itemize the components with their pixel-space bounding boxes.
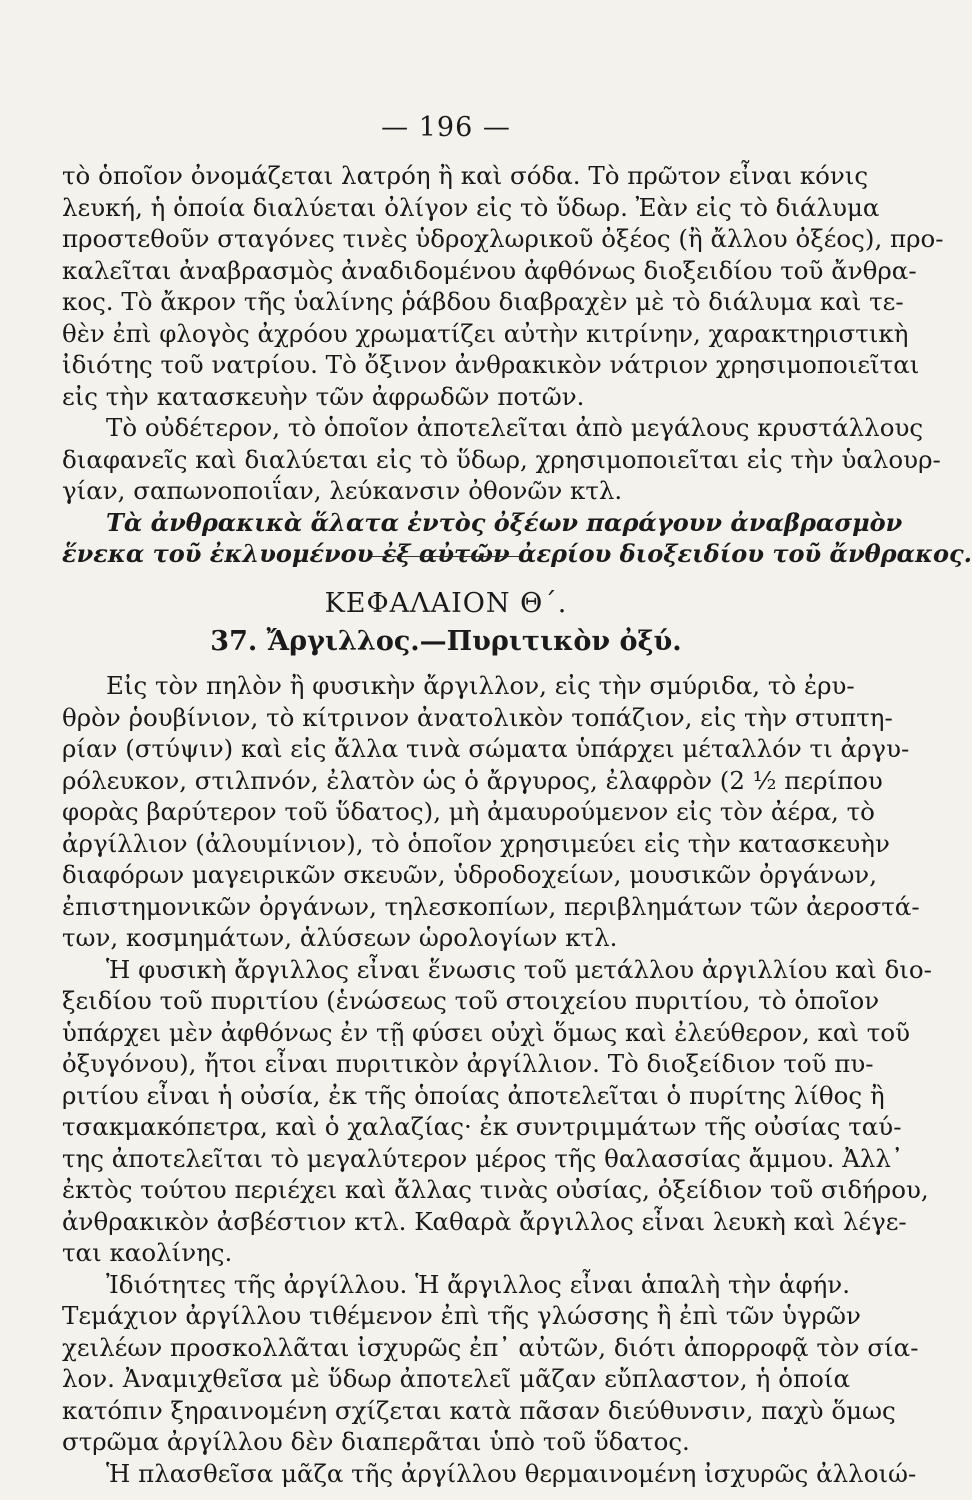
text-line: ἀνθρακικὸν ἀσβέστιον κτλ. Καθαρὰ ἄργιλλος εἶναι λευκὴ καὶ λέγε- (62, 1206, 907, 1236)
text-line: των, κοσμημάτων, ἁλύσεων ὡρολογίων κτλ. (62, 923, 618, 952)
text-line: προστεθοῦν σταγόνες τινὲς ὑδροχλωρικοῦ ὀξέος (ἢ ἄλλου ὀξέος), προ- (62, 224, 944, 253)
text-line: καλεῖται ἀναβρασμὸς ἀναδιδομένου ἀφθόνως διοξειδίου τοῦ ἄνθρα- (62, 255, 917, 285)
text-line: ριτίου εἶναι ἡ οὐσία, ἐκ τῆς ὁποίας ἀποτελεῖται ὁ πυρίτης λίθος ἢ (62, 1080, 885, 1110)
text-line: Τεμάχιον ἀργίλλου τιθέμενον ἐπὶ τῆς γλώσσης ἢ ἐπὶ τῶν ὑγρῶν (62, 1301, 861, 1330)
summary-line: Τὰ ἀνθρακικὰ ἅλατα ἐντὸς ὀξέων παράγουν ἀναβρασμὸν (106, 507, 903, 537)
text-line: ρόλευκον, στιλπνόν, ἐλατὸν ὡς ὁ ἄργυρος, ἐλαφρὸν (2 ½ περίπου (62, 765, 883, 795)
section-divider (372, 556, 520, 557)
text-line: λευκή, ἡ ὁποία διαλύεται ὀλίγον εἰς τὸ ὕδωρ. Ἐὰν εἰς τὸ διάλυμα (62, 192, 880, 222)
text-line: της ἀποτελεῖται τὸ μεγαλύτερον μέρος τῆς θαλασσίας ἄμμου. Ἀλλ᾽ (62, 1143, 904, 1173)
text-line: ἐκτὸς τούτου περιέχει καὶ ἄλλας τινὰς οὐσίας, ὀξείδιον τοῦ σιδήρου, (62, 1175, 929, 1204)
text-line: ἐπιστημονικῶν ὀργάνων, τηλεσκοπίων, περιβλημάτων τῶν ἀεροστά- (62, 891, 920, 921)
text-line: διαφόρων μαγειρικῶν σκευῶν, ὑδροδοχείων, μουσικῶν ὀργάνων, (62, 860, 877, 889)
summary-line: ἕνεκα τοῦ ἐκλυομένου ἐξ αὐτῶν ἀερίου διοξειδίου τοῦ ἄνθρακος. (62, 539, 972, 568)
text-line: Ἰδιότητες τῆς ἀργίλλου. Ἡ ἄργιλλος εἶναι ἁπαλὴ τὴν ἁφήν. (106, 1269, 850, 1299)
text-line: Εἰς τὸν πηλὸν ἢ φυσικὴν ἄργιλλον, εἰς τὴν σμύριδα, τὸ ἐρυ- (106, 671, 855, 700)
text-line: λον. Ἀναμιχθεῖσα μὲ ὕδωρ ἀποτελεῖ μᾶζαν εὔπλαστον, ἡ ὁποία (62, 1364, 850, 1393)
text-line: θὲν ἐπὶ φλογὸς ἀχρόου χρωματίζει αὐτὴν κιτρίνην, χαρακτηριστικὴ (62, 318, 909, 348)
text-line: ρίαν (στύψιν) καὶ εἰς ἄλλα τινὰ σώματα ὑπάρχει μέταλλόν τι ἀργυ- (62, 734, 910, 763)
text-line: ὀξυγόνου), ἤτοι εἶναι πυριτικὸν ἀργίλλιον. Τὸ διοξείδιον τοῦ πυ- (62, 1049, 874, 1078)
text-line: ται καολίνης. (62, 1238, 233, 1267)
text-line: θρὸν ῥουβίνιον, τὸ κίτρινον ἀνατολικὸν τοπάζιον, εἰς τὴν στυπτη- (62, 702, 893, 732)
paragraph-clay (62, 670, 932, 1489)
text-line: τσακμακόπετρα, καὶ ὁ χαλαζίας· ἐκ συντριμμάτων τῆς οὐσίας ταύ- (62, 1112, 902, 1141)
text-line: εἰς τὴν κατασκευὴν τῶν ἀφρωδῶν ποτῶν. (62, 381, 585, 411)
page-number: — 196 — (381, 112, 511, 143)
chapter-title: ΚΕΦΑΛΑΙΟΝ Θ΄. (324, 588, 568, 619)
text-line: γίαν, σαπωνοποιΐαν, λεύκανσιν ὀθονῶν κτλ. (62, 476, 623, 505)
paragraph-soda (62, 160, 972, 570)
text-line: Ἡ φυσικὴ ἄργιλλος εἶναι ἕνωσις τοῦ μετάλλου ἀργιλλίου καὶ διο- (106, 954, 932, 984)
text-line: τὸ ὁποῖον ὀνομάζεται λατρόη ἢ καὶ σόδα. Τὸ πρῶτον εἶναι κόνις (62, 161, 869, 190)
text-line: φορὰς βαρύτερον τοῦ ὕδατος), μὴ ἀμαυρούμενον εἰς τὸν ἀέρα, τὸ (62, 797, 875, 826)
section-title: 37. Ἄργιλλος.—Πυριτικὸν ὀξύ. (210, 626, 682, 657)
text-line: κος. Τὸ ἄκρον τῆς ὑαλίνης ῥάβδου διαβραχὲν μὲ τὸ διάλυμα καὶ τε- (62, 287, 904, 316)
text-line: ὑπάρχει μὲν ἀφθόνως ἐν τῇ φύσει οὐχὶ ὅμως καὶ ἐλεύθερον, καὶ τοῦ (62, 1017, 910, 1047)
text-line: Τὸ οὐδέτερον, τὸ ὁποῖον ἀποτελεῖται ἀπὸ μεγάλους κρυστάλλους (106, 413, 924, 442)
text-line: χειλέων προσκολλᾶται ἰσχυρῶς ἐπ᾽ αὐτῶν, διότι ἀπορροφᾷ τὸν σία- (62, 1332, 919, 1362)
text-line: Ἡ πλασθεῖσα μᾶζα τῆς ἀργίλλου θερμαινομένη ἰσχυρῶς ἀλλοιώ- (106, 1458, 917, 1488)
text-line: ἰδιότης τοῦ νατρίου. Τὸ ὄξινον ἀνθρακικὸν νάτριον χρησιμοποιεῖται (62, 350, 920, 379)
text-line: διαφανεῖς καὶ διαλύεται εἰς τὸ ὕδωρ, χρησιμοποιεῖται εἰς τὴν ὑαλουρ- (62, 444, 941, 474)
text-line: ἀργίλλιον (ἀλουμίνιον), τὸ ὁποῖον χρησιμεύει εἰς τὴν κατασκευὴν (62, 828, 890, 858)
text-line: ξειδίου τοῦ πυριτίου (ἑνώσεως τοῦ στοιχείου πυριτίου, τὸ ὁποῖον (62, 986, 880, 1015)
text-line: κατόπιν ξηραινομένη σχίζεται κατὰ πᾶσαν διεύθυνσιν, παχὺ ὅμως (62, 1395, 896, 1425)
text-line: στρῶμα ἀργίλλου δὲν διαπερᾶται ὑπὸ τοῦ ὕδατος. (62, 1427, 690, 1456)
